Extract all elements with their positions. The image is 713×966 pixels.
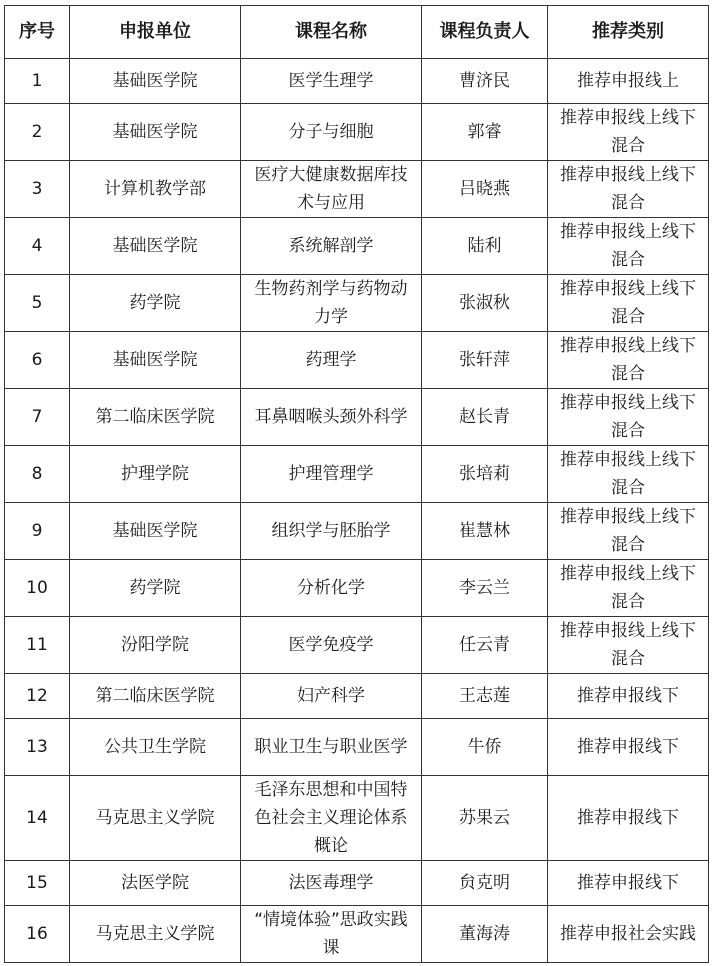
cell-unit: 马克思主义学院	[70, 906, 241, 963]
cell-lead: 吕晓燕	[422, 161, 548, 218]
table-row	[5, 503, 709, 560]
table-row	[5, 275, 709, 332]
cell-unit: 汾阳学院	[70, 617, 241, 674]
cell-lead: 陆利	[422, 218, 548, 275]
cell-category: 推荐申报线上线下混合	[548, 503, 709, 560]
cell-unit: 第二临床医学院	[70, 389, 241, 446]
cell-course: 生物药剂学与药物动力学	[241, 275, 422, 332]
cell-course: 护理管理学	[241, 446, 422, 503]
cell-no: 10	[5, 560, 70, 617]
cell-lead: 苏果云	[422, 776, 548, 861]
cell-category: 推荐申报社会实践	[548, 906, 709, 963]
cell-unit: 公共卫生学院	[70, 719, 241, 776]
table-row	[5, 59, 709, 104]
cell-lead: 任云青	[422, 617, 548, 674]
cell-course: 分子与细胞	[241, 104, 422, 161]
cell-category: 推荐申报线上线下混合	[548, 275, 709, 332]
cell-unit: 马克思主义学院	[70, 776, 241, 861]
cell-course: 药理学	[241, 332, 422, 389]
cell-unit: 计算机教学部	[70, 161, 241, 218]
cell-unit: 基础医学院	[70, 503, 241, 560]
cell-unit: 护理学院	[70, 446, 241, 503]
cell-no: 5	[5, 275, 70, 332]
cell-category: 推荐申报线上线下混合	[548, 560, 709, 617]
cell-course: 耳鼻咽喉头颈外科学	[241, 389, 422, 446]
cell-no: 9	[5, 503, 70, 560]
table-row	[5, 218, 709, 275]
header-course: 课程名称	[241, 6, 422, 59]
cell-course: 系统解剖学	[241, 218, 422, 275]
cell-category: 推荐申报线下	[548, 719, 709, 776]
cell-unit: 药学院	[70, 560, 241, 617]
cell-lead: 王志莲	[422, 674, 548, 719]
table-row	[5, 332, 709, 389]
course-table	[4, 5, 709, 963]
cell-course: 分析化学	[241, 560, 422, 617]
cell-course: 法医毒理学	[241, 861, 422, 906]
header-lead: 课程负责人	[422, 6, 548, 59]
cell-unit: 基础医学院	[70, 332, 241, 389]
table-row	[5, 446, 709, 503]
cell-no: 4	[5, 218, 70, 275]
header-unit: 申报单位	[70, 6, 241, 59]
table-row	[5, 861, 709, 906]
cell-no: 11	[5, 617, 70, 674]
cell-no: 1	[5, 59, 70, 104]
table-row	[5, 560, 709, 617]
cell-category: 推荐申报线上线下混合	[548, 617, 709, 674]
cell-lead: 董海涛	[422, 906, 548, 963]
cell-lead: 曹济民	[422, 59, 548, 104]
table-row	[5, 906, 709, 963]
cell-no: 3	[5, 161, 70, 218]
cell-lead: 张培莉	[422, 446, 548, 503]
cell-lead: 郭睿	[422, 104, 548, 161]
cell-category: 推荐申报线上线下混合	[548, 218, 709, 275]
table-row	[5, 389, 709, 446]
cell-lead: 赵长青	[422, 389, 548, 446]
cell-course: 医学生理学	[241, 59, 422, 104]
cell-lead: 贠克明	[422, 861, 548, 906]
table-row	[5, 104, 709, 161]
cell-unit: 基础医学院	[70, 104, 241, 161]
cell-no: 8	[5, 446, 70, 503]
cell-category: 推荐申报线下	[548, 674, 709, 719]
cell-no: 15	[5, 861, 70, 906]
cell-category: 推荐申报线下	[548, 861, 709, 906]
cell-unit: 法医学院	[70, 861, 241, 906]
cell-unit: 第二临床医学院	[70, 674, 241, 719]
table-row	[5, 719, 709, 776]
header-no: 序号	[5, 6, 70, 59]
cell-unit: 基础医学院	[70, 218, 241, 275]
cell-unit: 基础医学院	[70, 59, 241, 104]
cell-no: 16	[5, 906, 70, 963]
cell-lead: 李云兰	[422, 560, 548, 617]
cell-course: 毛泽东思想和中国特色社会主义理论体系概论	[241, 776, 422, 861]
header-category: 推荐类别	[548, 6, 709, 59]
table-row	[5, 617, 709, 674]
cell-course: 医学免疫学	[241, 617, 422, 674]
cell-course: “情境体验”思政实践课	[241, 906, 422, 963]
cell-course: 组织学与胚胎学	[241, 503, 422, 560]
table-row	[5, 161, 709, 218]
cell-no: 12	[5, 674, 70, 719]
cell-no: 14	[5, 776, 70, 861]
cell-lead: 崔慧林	[422, 503, 548, 560]
cell-lead: 牛侨	[422, 719, 548, 776]
table-row	[5, 776, 709, 861]
cell-course: 职业卫生与职业医学	[241, 719, 422, 776]
cell-unit: 药学院	[70, 275, 241, 332]
cell-category: 推荐申报线上线下混合	[548, 389, 709, 446]
cell-no: 7	[5, 389, 70, 446]
table-row	[5, 674, 709, 719]
cell-category: 推荐申报线上	[548, 59, 709, 104]
cell-lead: 张轩萍	[422, 332, 548, 389]
cell-course: 医疗大健康数据库技术与应用	[241, 161, 422, 218]
cell-no: 2	[5, 104, 70, 161]
cell-lead: 张淑秋	[422, 275, 548, 332]
cell-no: 6	[5, 332, 70, 389]
cell-no: 13	[5, 719, 70, 776]
cell-category: 推荐申报线上线下混合	[548, 446, 709, 503]
cell-category: 推荐申报线上线下混合	[548, 161, 709, 218]
cell-category: 推荐申报线下	[548, 776, 709, 861]
table-header-row	[5, 6, 709, 59]
cell-category: 推荐申报线上线下混合	[548, 104, 709, 161]
cell-category: 推荐申报线上线下混合	[548, 332, 709, 389]
cell-course: 妇产科学	[241, 674, 422, 719]
